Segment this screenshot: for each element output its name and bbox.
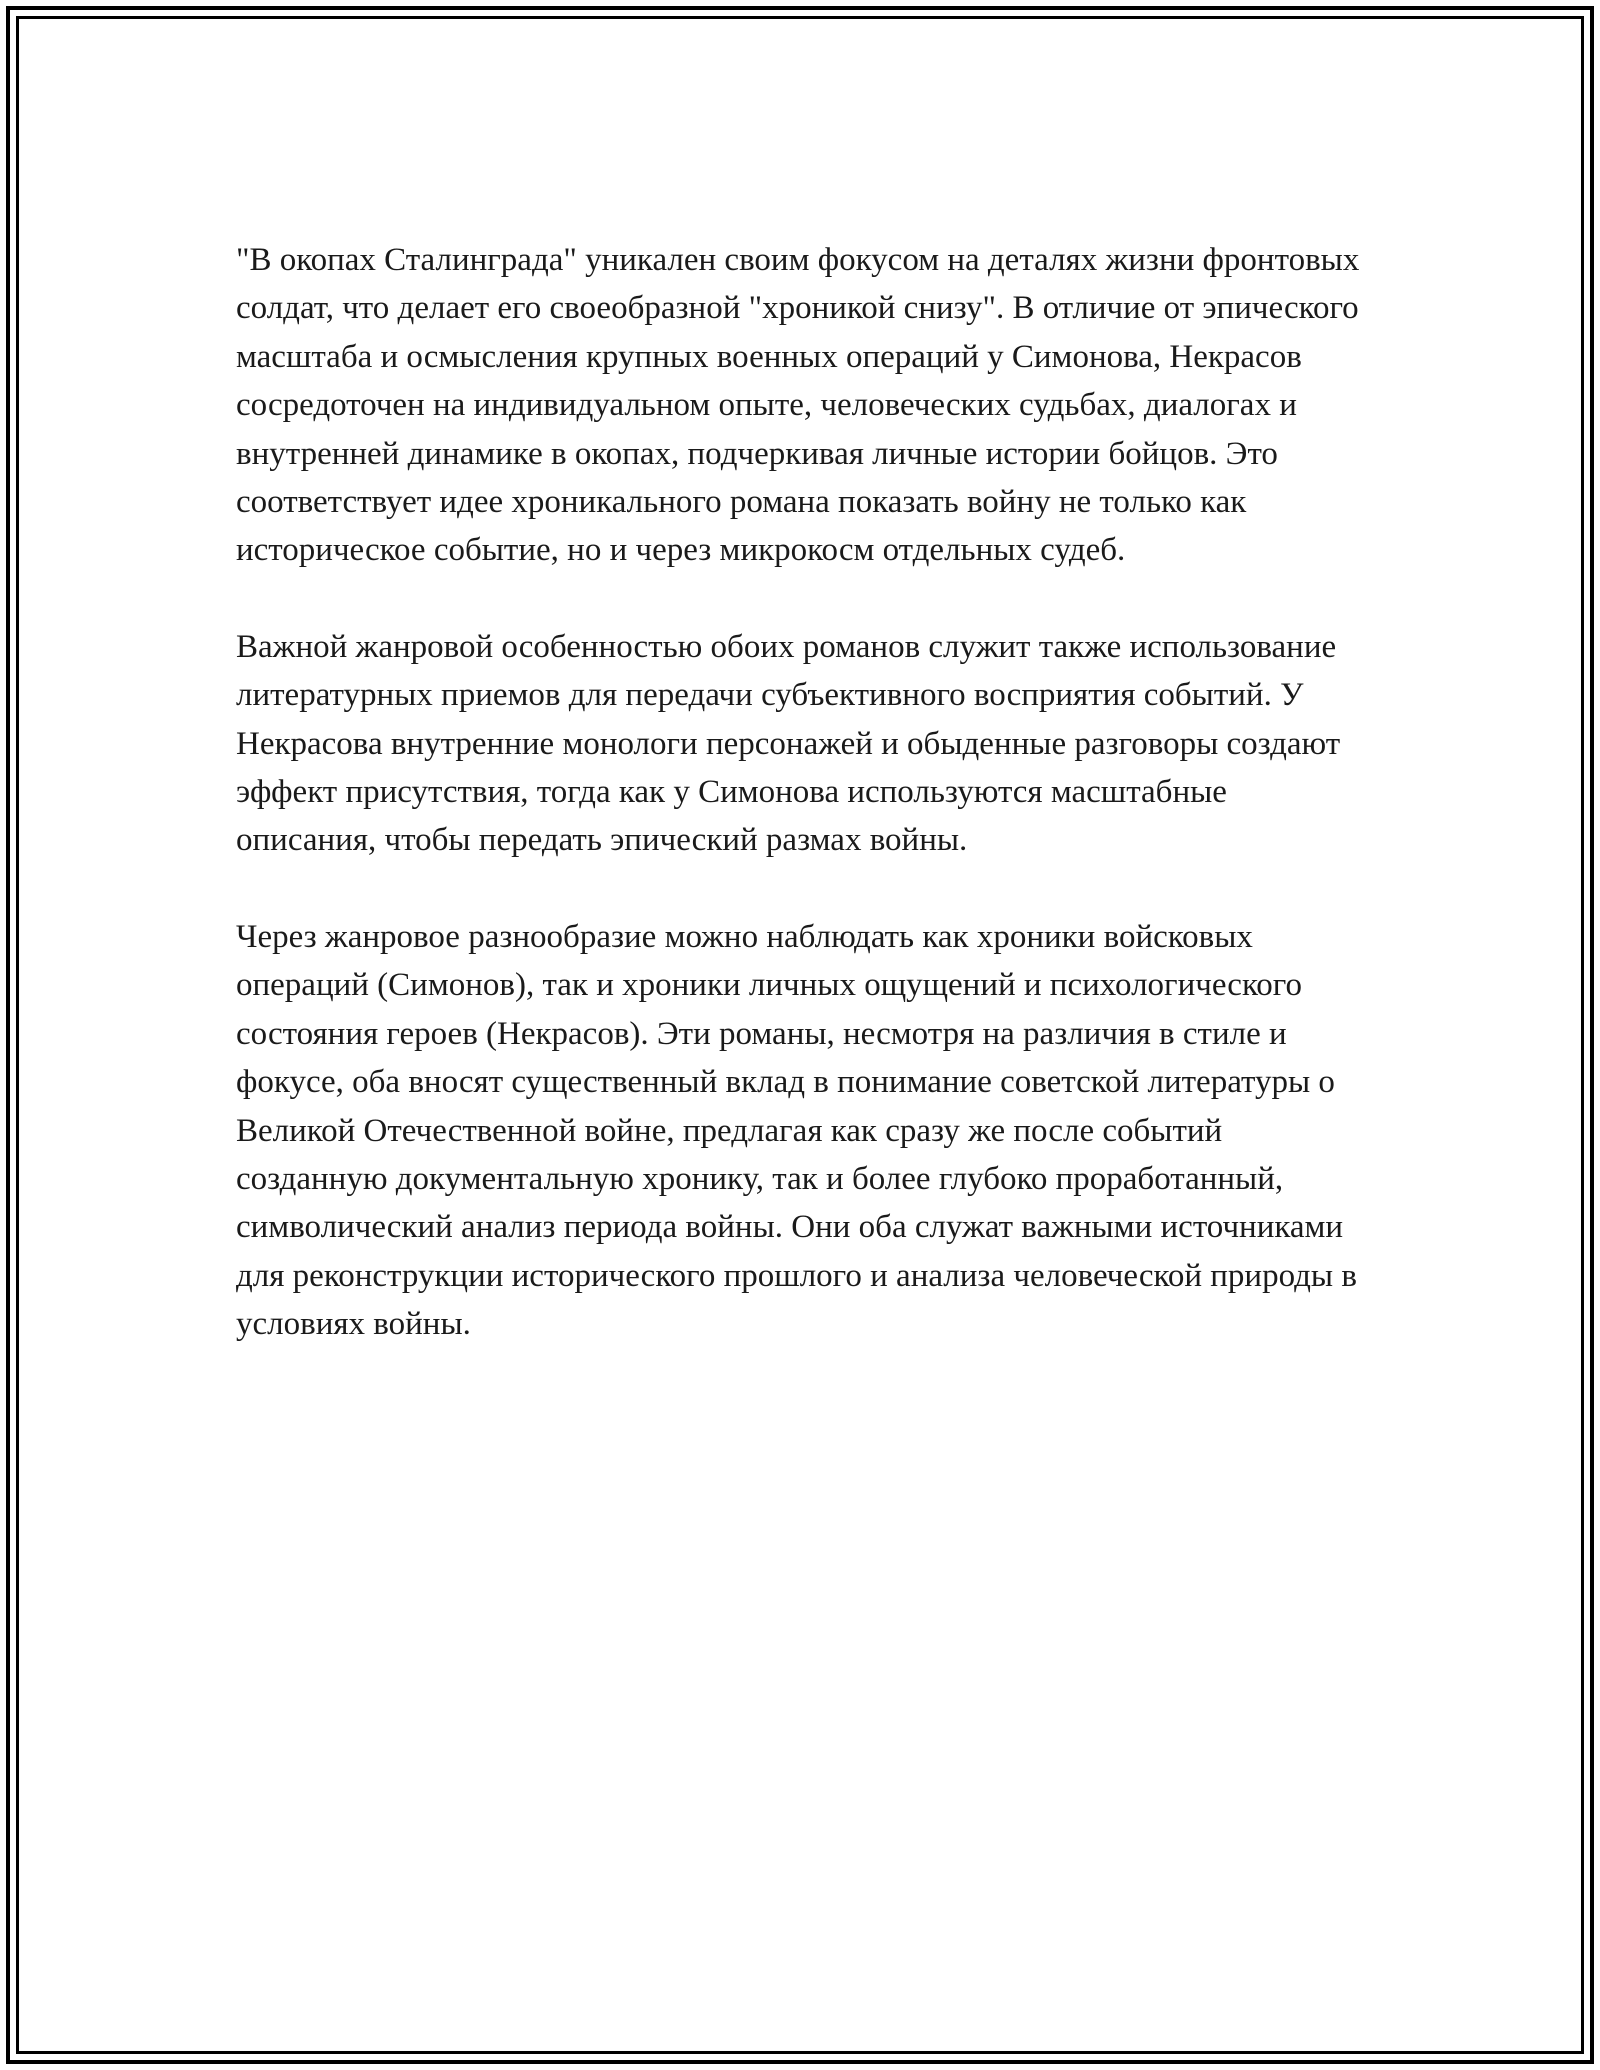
paragraph-1: "В окопах Сталинграда" уникален своим фокусом на деталях жизни фронтовых солдат, что делает его своеобразной "хроникой снизу". В отличие от эпического масштаба и осмысления крупных военных операций у Симонова, Некрасов сосредоточен на индивидуальном опыте, человеческих судьбах, диалогах и внутренней динамике в окопах, подчеркивая личные истории бойцов. Это соответствует идее хроникального романа показать войну не только как историческое событие, но и через микрокосм отдельных судеб. [236, 242, 1360, 569]
document-body [236, 236, 1366, 1397]
paragraph-2: Важной жанровой особенностью обоих романов служит также использование литературных приемов для передачи субъективного восприятия событий. У Некрасова внутренние монологи персонажей и обыденные разговоры создают эффект присутствия, тогда как у Симонова используются масштабные описания, чтобы передать эпический размах войны. [236, 628, 1341, 859]
paragraph-3: Через жанровое разнообразие можно наблюдать как хроники войсковых операций (Симонов), так и хроники личных ощущений и психологического состояния героев (Некрасов). Эти романы, несмотря на различия в стиле и фокусе, оба вносят существенный вклад в понимание советской литературы о Великой Отечественной войне, предлагая как сразу же после событий созданную документальную хронику, так и более глубоко проработанный, символический анализ периода войны. Они оба служат важными источниками для реконструкции исторического прошлого и анализа человеческой природы в условиях войны. [236, 918, 1357, 1343]
